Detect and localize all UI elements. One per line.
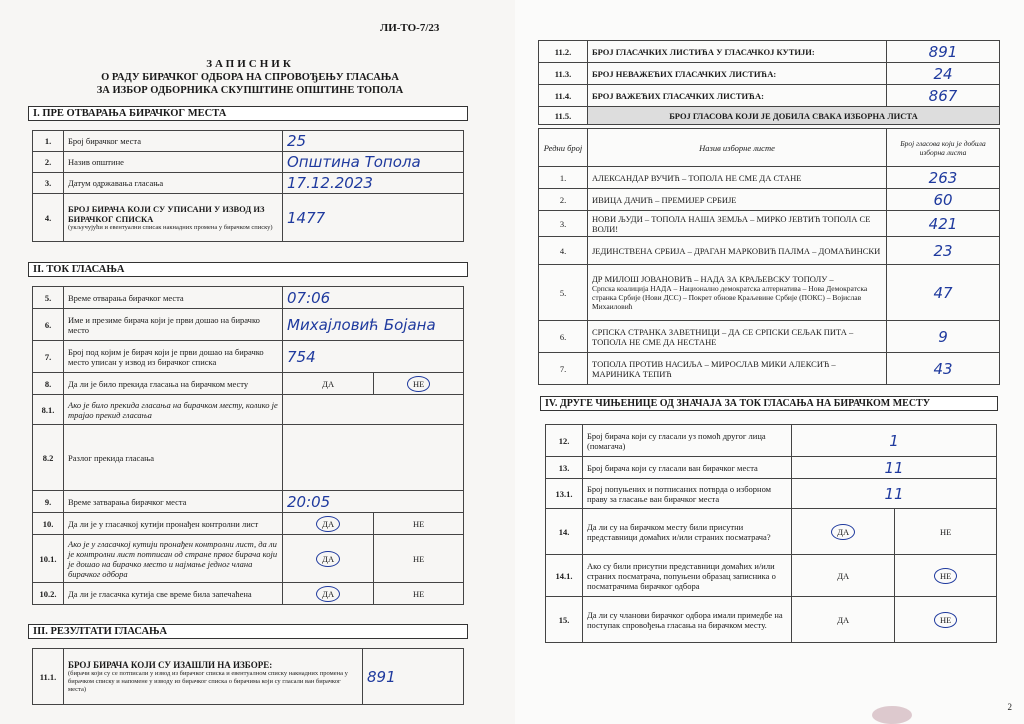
row-number: 8.2 xyxy=(33,425,64,491)
row-label: Број бирача који су гласали ван бирачког места xyxy=(583,457,792,479)
column-header-votes: Број гласова који је добила изборна листа xyxy=(887,129,1000,167)
results-table xyxy=(538,40,1000,125)
section-3-table xyxy=(32,648,464,705)
section-4-table xyxy=(545,424,997,643)
handwritten-value: 25 xyxy=(283,131,464,152)
row-number: 8. xyxy=(33,373,64,395)
document-code: ЛИ-ТО-7/23 xyxy=(380,22,440,34)
row-number: 11.4. xyxy=(539,85,588,107)
list-name: ИВИЦА ДАЧИЋ – ПРЕМИЈЕР СРБИЈЕ xyxy=(588,189,887,211)
option-no-circled: НЕ xyxy=(934,612,957,628)
handwritten-value xyxy=(283,425,464,491)
row-label: Ако је било прекида гласања на бирачком месту, колико је трајао прекид гласања xyxy=(64,395,283,425)
column-header-number: Редни број xyxy=(539,129,588,167)
row-label: Да ли су чланови бирачког одбора имали примедбе на поступак спровођења гласања на бирачком месту. xyxy=(583,597,792,643)
row-number: 7. xyxy=(33,341,64,373)
option-yes-circled: ДА xyxy=(831,524,855,540)
handwritten-value: 754 xyxy=(283,341,464,373)
row-number: 14.1. xyxy=(546,555,583,597)
row-label: Број бирача који су гласали уз помоћ другог лица (помагача) xyxy=(583,425,792,457)
row-label: БРОЈ ВАЖЕЋИХ ГЛАСАЧКИХ ЛИСТИЋА: xyxy=(588,85,887,107)
list-votes: 43 xyxy=(887,353,1000,385)
row-label: БРОЈ БИРАЧА КОЈИ СУ УПИСАНИ У ИЗВОД ИЗ БИРАЧКОГ СПИСКА xyxy=(68,203,265,224)
row-number: 9. xyxy=(33,491,64,513)
page-number: 2 xyxy=(1007,702,1012,712)
row-number: 1. xyxy=(33,131,64,152)
row-label: Да ли је било прекида гласања на бирачком месту xyxy=(64,373,283,395)
handwritten-value: 07:06 xyxy=(283,287,464,309)
list-number: 4. xyxy=(539,237,588,265)
list-votes: 47 xyxy=(887,265,1000,321)
option-no-circled: НЕ xyxy=(407,376,430,392)
list-name: СРПСКА СТРАНКА ЗАВЕТНИЦИ – ДА СЕ СРПСКИ СЕЉАК ПИТА – ТОПОЛА НЕ СМЕ ДА НЕСТАНЕ xyxy=(588,321,887,353)
list-number: 2. xyxy=(539,189,588,211)
option-no: НЕ xyxy=(374,535,464,583)
list-number: 7. xyxy=(539,353,588,385)
row-label: БРОЈ НЕВАЖЕЋИХ ГЛАСАЧКИХ ЛИСТИЋА: xyxy=(588,63,887,85)
list-name: ДР МИЛОШ ЈОВАНОВИЋ – НАДА ЗА КРАЉЕВСКУ ТОПОЛУ – xyxy=(592,274,834,284)
row-note: (бирачи који су се потписали у извод из бирачког списка и евентуалном списку накнадних промена у бирачком списку и напомене у изводу из бирачког списка о бирачима који су гласали ван бирачког места) xyxy=(68,669,348,693)
votes-heading: БРОЈ ГЛАСОВА КОЈИ ЈЕ ДОБИЛА СВАКА ИЗБОРНА ЛИСТА xyxy=(588,107,1000,125)
row-number: 4. xyxy=(33,194,64,242)
row-label: Име и презиме бирача који је први дошао на бирачко место xyxy=(64,309,283,341)
handwritten-value: 1 xyxy=(792,425,997,457)
list-number: 1. xyxy=(539,167,588,189)
list-name: ТОПОЛА ПРОТИВ НАСИЉА – МИРОСЛАВ МИКИ АЛЕКСИЋ – МАРИНИКА ТЕПИЋ xyxy=(588,353,887,385)
list-votes: 60 xyxy=(887,189,1000,211)
row-label: БРОЈ ГЛАСАЧКИХ ЛИСТИЋА У ГЛАСАЧКОЈ КУТИЈИ: xyxy=(588,41,887,63)
row-number: 10.2. xyxy=(33,583,64,605)
option-yes: ДА xyxy=(792,597,895,643)
row-number: 8.1. xyxy=(33,395,64,425)
row-number: 11.2. xyxy=(539,41,588,63)
handwritten-value: 1477 xyxy=(283,194,464,242)
option-yes: ДА xyxy=(792,555,895,597)
section-4-heading: IV. ДРУГЕ ЧИЊЕНИЦЕ ОД ЗНАЧАЈА ЗА ТОК ГЛАСАЊА НА БИРАЧКОМ МЕСТУ xyxy=(540,396,998,411)
handwritten-value: 867 xyxy=(887,85,1000,107)
row-label: Назив општине xyxy=(64,152,283,173)
option-no: НЕ xyxy=(374,583,464,605)
handwritten-value: 24 xyxy=(887,63,1000,85)
option-no: НЕ xyxy=(895,509,997,555)
lists-table xyxy=(538,128,1000,385)
row-label: Време отварања бирачког места xyxy=(64,287,283,309)
section-1-heading: I. ПРЕ ОТВАРАЊА БИРАЧКОГ МЕСТА xyxy=(28,106,468,121)
option-yes-circled: ДА xyxy=(316,516,340,532)
section-1-table xyxy=(32,130,464,242)
list-votes: 23 xyxy=(887,237,1000,265)
row-label: Да ли су на бирачком месту били присутни представници домаћих и/или страних посматрача? xyxy=(583,509,792,555)
list-votes: 263 xyxy=(887,167,1000,189)
row-number: 11.5. xyxy=(539,107,588,125)
document-subtitle-2: ЗА ИЗБОР ОДБОРНИКА СКУПШТИНЕ ОПШТИНЕ ТОПОЛА xyxy=(96,85,404,96)
row-number: 10. xyxy=(33,513,64,535)
list-number: 3. xyxy=(539,211,588,237)
row-note: (укључујући и евентуални списак накнадних промена у бирачком списку) xyxy=(68,223,273,231)
handwritten-value: 891 xyxy=(887,41,1000,63)
row-number: 14. xyxy=(546,509,583,555)
handwritten-value: 17.12.2023 xyxy=(283,173,464,194)
row-label: Ако су били присутни представници домаћих и/или страних посматрача, попуњени образац записника о посматрачима бирачког одбора xyxy=(583,555,792,597)
row-number: 11.3. xyxy=(539,63,588,85)
handwritten-value xyxy=(283,395,464,425)
column-header-name: Назив изборне листе xyxy=(588,129,887,167)
list-votes: 9 xyxy=(887,321,1000,353)
row-number: 13.1. xyxy=(546,479,583,509)
row-label: Разлог прекида гласања xyxy=(64,425,283,491)
handwritten-value: 11 xyxy=(792,479,997,509)
option-yes: ДА xyxy=(283,373,374,395)
row-number: 5. xyxy=(33,287,64,309)
ink-stain xyxy=(872,706,912,724)
list-number: 5. xyxy=(539,265,588,321)
option-no: НЕ xyxy=(374,513,464,535)
handwritten-value: 20:05 xyxy=(283,491,464,513)
right-page xyxy=(515,0,1024,724)
list-votes: 421 xyxy=(887,211,1000,237)
option-yes-circled: ДА xyxy=(316,586,340,602)
handwritten-value: 891 xyxy=(363,649,464,705)
list-name: АЛЕКСАНДАР ВУЧИЋ – ТОПОЛА НЕ СМЕ ДА СТАНЕ xyxy=(588,167,887,189)
list-number: 6. xyxy=(539,321,588,353)
row-number: 3. xyxy=(33,173,64,194)
row-number: 13. xyxy=(546,457,583,479)
row-label: Да ли је у гласачкој кутији пронађен контролни лист xyxy=(64,513,283,535)
row-number: 11.1. xyxy=(33,649,64,705)
option-yes-circled: ДА xyxy=(316,551,340,567)
handwritten-value: Михајловић Бојана xyxy=(283,309,464,341)
row-label: Број попуњених и потписаних потврда о изборном праву за гласање ван бирачког места xyxy=(583,479,792,509)
row-number: 12. xyxy=(546,425,583,457)
row-label: Датум одржавања гласања xyxy=(64,173,283,194)
document-subtitle-1: О РАДУ БИРАЧКОГ ОДБОРА НА СПРОВОЂЕЊУ ГЛАСАЊА xyxy=(101,72,399,83)
row-number: 2. xyxy=(33,152,64,173)
handwritten-value: 11 xyxy=(792,457,997,479)
row-number: 15. xyxy=(546,597,583,643)
row-label: БРОЈ БИРАЧА КОЈИ СУ ИЗАШЛИ НА ИЗБОРЕ: xyxy=(68,659,273,670)
list-coalition: Српска коалиција НАДА – Национално демократска алтернатива – Нова Демократска странка Србије (Нови ДСС) – Покрет обнове Краљевине Србије (ПОКС) – Војислав Михаиловић xyxy=(592,284,868,311)
handwritten-value: Општина Топола xyxy=(283,152,464,173)
section-3-heading: III. РЕЗУЛТАТИ ГЛАСАЊА xyxy=(28,624,468,639)
row-label: Време затварања бирачког места xyxy=(64,491,283,513)
document-title: ЗАПИСНИК xyxy=(206,58,294,70)
row-label: Да ли је гласачка кутија све време била запечаћена xyxy=(64,583,283,605)
list-name: ЈЕДИНСТВЕНА СРБИЈА – ДРАГАН МАРКОВИЋ ПАЛМА – ДОМАЋИНСКИ xyxy=(588,237,887,265)
list-name: НОВИ ЉУДИ – ТОПОЛА НАША ЗЕМЉА – МИРКО ЈЕВТИЋ ТОПОЛА СЕ ВОЛИ! xyxy=(588,211,887,237)
option-no-circled: НЕ xyxy=(934,568,957,584)
row-label: Број под којим је бирач који је први дошао на бирачко место уписан у извод из бирачког списка xyxy=(64,341,283,373)
section-2-heading: II. ТОК ГЛАСАЊА xyxy=(28,262,468,277)
row-label: Ако је у гласачкој кутији пронађен контролни лист, да ли је контролни лист потписан од стране првог бирача који је дошао на бирачко место и најмање једног члана бирачког одбора xyxy=(64,535,283,583)
row-number: 6. xyxy=(33,309,64,341)
section-2-table xyxy=(32,286,464,605)
row-number: 10.1. xyxy=(33,535,64,583)
row-label: Број бирачког места xyxy=(64,131,283,152)
